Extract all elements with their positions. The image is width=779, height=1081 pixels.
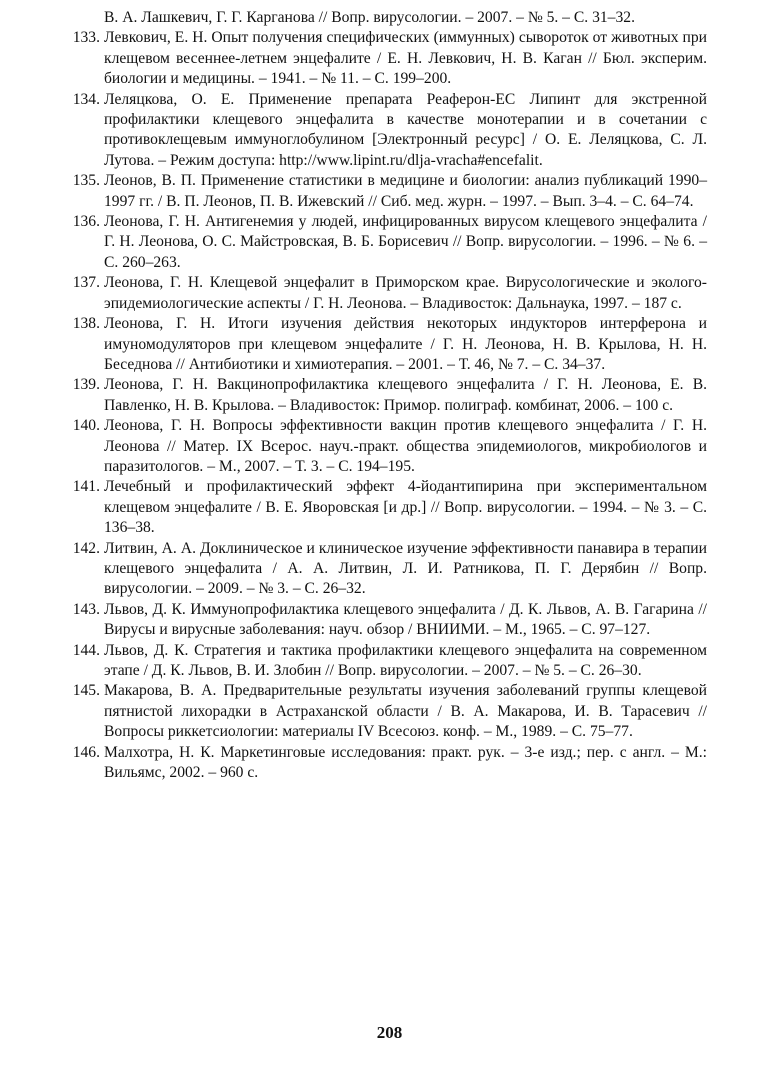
- page-number: 208: [376, 1023, 403, 1042]
- reference-number: 139.: [72, 376, 100, 394]
- reference-item: [72, 416, 707, 477]
- reference-text: Львов, Д. К. Иммунопрофилактика клещевого энцефалита / Д. К. Львов, А. В. Гагарина // Вирусы и вирусные заболевания: науч. обзор / ВНИИМИ. – М., 1965. – С. 97–127.: [104, 600, 707, 639]
- reference-item: [72, 681, 707, 742]
- reference-text: Лечебный и профилактический эффект 4-йодантипирина при экспериментальном клещевом энцефалите / В. Е. Яворовская [и др.] // Вопр. вирусологии. – 1994. – № 3. – С. 136–38.: [104, 478, 707, 537]
- reference-number: 146.: [72, 743, 100, 761]
- reference-number: 135.: [72, 172, 100, 190]
- reference-number: 138.: [72, 315, 100, 333]
- reference-text: Львов, Д. К. Стратегия и тактика профилактики клещевого энцефалита на современном этапе / Д. К. Львов, В. И. Злобин // Вопр. вирусологии. – 2007. – № 5. – С. 26–30.: [104, 641, 707, 679]
- reference-number: 144.: [72, 641, 100, 659]
- reference-number: 134.: [72, 90, 100, 108]
- reference-item: [72, 90, 707, 172]
- reference-number: 136.: [72, 213, 100, 231]
- reference-text: Леляцкова, О. Е. Применение препарата Реаферон-ЕС Липинт для экстренной профилактики клещевого энцефалита в качестве монотерапии и в сочетании с противоклещевым иммуноглобулином [Электронный ресурс] / О. Е. Леляцкова, С. Л. Лутова. – Режим доступа: http://www.lipint.ru/dlja-vracha#encefalit.: [104, 90, 707, 169]
- reference-number: 141.: [72, 478, 100, 496]
- reference-text: Леонова, Г. Н. Вопросы эффективности вакцин против клещевого энцефалита / Г. Н. Леонова // Матер. IX Всерос. науч.-практ. общества эпидемиологов, микробиологов и паразитологов. – М., 2007. – Т. 3. – С. 194–195.: [104, 417, 707, 475]
- reference-number: 140.: [72, 417, 100, 435]
- reference-text: Леонова, Г. Н. Антигенемия у людей, инфицированных вирусом клещевого энцефалита / Г. Н. Леонова, О. С. Майстровская, В. Б. Борисевич // Вопр. вирусологии. – 1996. – № 6. – С. 260–263.: [104, 213, 707, 271]
- reference-text: Леонов, В. П. Применение статистики в медицине и биологии: анализ публикаций 1990–1997 гг. / В. П. Леонов, П. В. Ижевский // Сиб. мед. журн. – 1997. – Вып. 3–4. – С. 64–74.: [104, 172, 707, 210]
- reference-item: [72, 539, 707, 600]
- reference-list: [72, 8, 707, 783]
- reference-item: [72, 641, 707, 682]
- reference-item: [72, 375, 707, 416]
- reference-continuation: В. А. Лашкевич, Г. Г. Карганова // Вопр. вирусологии. – 2007. – № 5. – С. 31–32.: [104, 9, 635, 26]
- reference-text: Литвин, А. А. Доклиническое и клиническое изучение эффективности панавира в терапии клещевого энцефалита / А. А. Литвин, Л. И. Ратникова, П. Г. Дерябин // Вопр. вирусологии. – 2009. – № 3. – С. 26–32.: [104, 539, 707, 598]
- reference-text: Макарова, В. А. Предварительные результаты изучения заболеваний группы клещевой пятнистой лихорадки в Астраханской области / В. А. Макарова, И. В. Тарасевич // Вопросы риккетсиологии: материалы IV Всесоюз. конф. – М., 1989. – С. 75–77.: [104, 682, 707, 741]
- reference-text: Леонова, Г. Н. Вакцинопрофилактика клещевого энцефалита / Г. Н. Леонова, Е. В. Павленко, Н. В. Крылова. – Владивосток: Примор. полиграф. комбинат, 2006. – 100 с.: [104, 376, 707, 414]
- reference-item: [72, 477, 707, 538]
- reference-number: 137.: [72, 274, 100, 292]
- reference-text: Малхотра, Н. К. Маркетинговые исследования: практ. рук. – 3-е изд.; пер. с англ. – М.: Вильямс, 2002. – 960 с.: [104, 743, 707, 782]
- reference-item: [72, 600, 707, 641]
- reference-item: [72, 212, 707, 273]
- reference-text: Леонова, Г. Н. Клещевой энцефалит в Приморском крае. Вирусологические и эколого-эпидемиологические аспекты / Г. Н. Леонова. – Владивосток: Дальнаука, 1997. – 187 с.: [104, 274, 707, 312]
- reference-number: 133.: [72, 29, 100, 47]
- reference-number: 143.: [72, 600, 100, 618]
- reference-item: [72, 171, 707, 212]
- reference-item: [72, 273, 707, 314]
- reference-items: [72, 28, 707, 783]
- reference-item: [72, 28, 707, 89]
- reference-number: 142.: [72, 539, 100, 557]
- reference-text: Левкович, Е. Н. Опыт получения специфических (иммунных) сывороток от животных при клещевом весеннее-летнем энцефалите / Е. Н. Левкович, Н. В. Каган // Бюл. эксперим. биологии и медицины. – 1941. – № 11. – С. 199–200.: [104, 29, 707, 88]
- reference-item: [72, 743, 707, 784]
- reference-number: 145.: [72, 682, 100, 700]
- reference-item: [72, 314, 707, 375]
- reference-text: Леонова, Г. Н. Итоги изучения действия некоторых индукторов интерферона и имуномодуляторов при клещевом энцефалите / Г. Н. Леонова, Н. В. Крылова, Н. Н. Беседнова // Антибиотики и химиотерапия. – 2001. – Т. 46, № 7. – С. 34–37.: [104, 315, 707, 373]
